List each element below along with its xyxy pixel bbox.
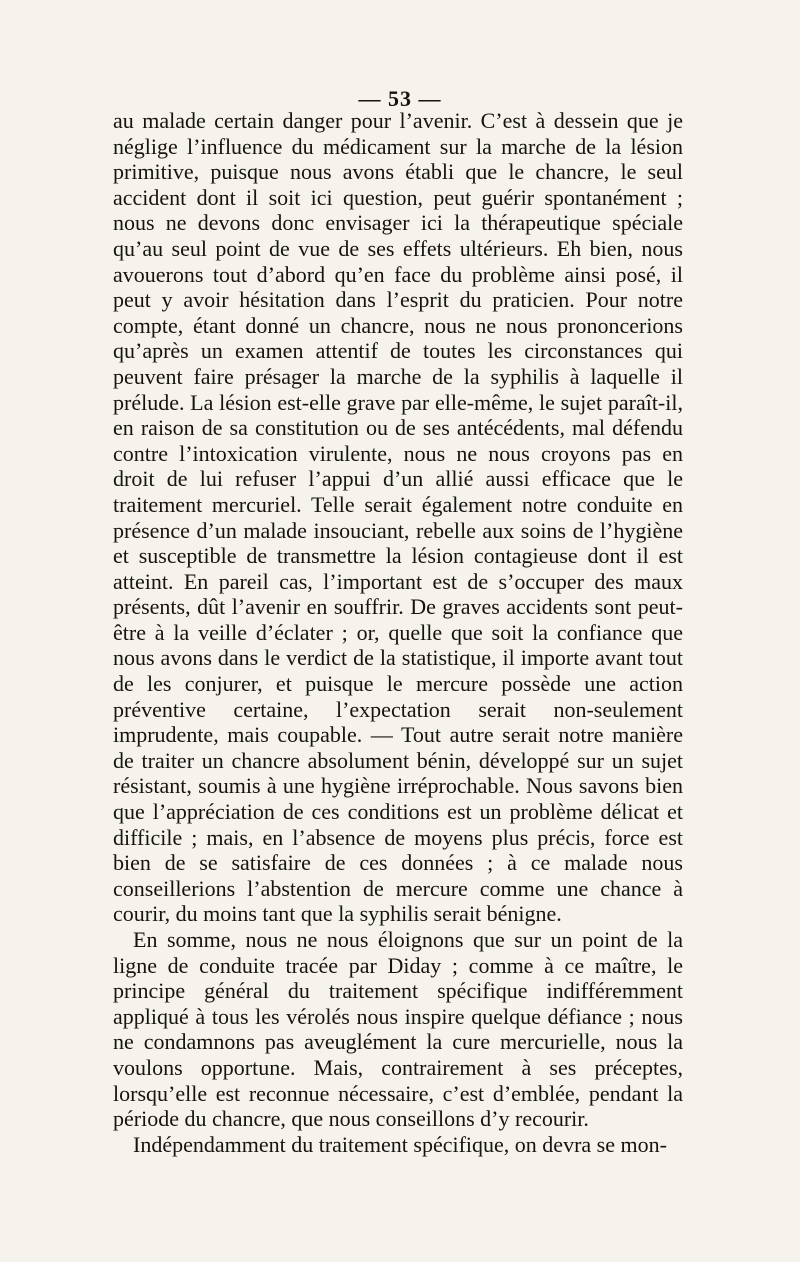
- paragraph-1: au malade certain danger pour l’avenir. C’est à dessein que je néglige l’influence du médicament sur la marche de la lésion primitive, puisque nous avons établi que le chancre, le seul accident dont il soit ici question, peut guérir spontanément ; nous ne devons donc envisager ici la thérapeutique spéciale qu’au seul point de vue de ses effets ultérieurs. Eh bien, nous avouerons tout d’abord qu’en face du problème ainsi posé, il peut y avoir hésitation dans l’esprit du praticien. Pour notre compte, étant donné un chancre, nous ne nous prononcerions qu’après un examen attentif de toutes les circonstances qui peuvent faire présager la marche de la syphilis à laquelle il prélude. La lésion est-elle grave par elle-même, le sujet paraît-il, en raison de sa constitution ou de ses antécédents, mal défendu contre l’intoxication virulente, nous ne nous croyons pas en droit de lui refuser l’appui d’un allié aussi efficace que le traitement mercuriel. Telle serait également notre conduite en présence d’un malade insouciant, rebelle aux soins de l’hygiène et susceptible de transmettre la lésion contagieuse dont il est atteint. En pareil cas, l’important est de s’occuper des maux présents, dût l’avenir en souffrir. De graves accidents sont peut-être à la veille d’éclater ; or, quelle que soit la confiance que nous avons dans le verdict de la statistique, il importe avant tout de les conjurer, et puisque le mercure possède une action préventive certaine, l’expectation serait non-seulement imprudente, mais coupable. — Tout autre serait notre manière de traiter un chancre absolument bénin, développé sur un sujet résistant, soumis à une hygiène irréprochable. Nous savons bien que l’appréciation de ces conditions est un problème délicat et difficile ; mais, en l’absence de moyens plus précis, force est bien de se satisfaire de ces données ; à ce malade nous conseillerions l’abstention de mercure comme une chance à courir, du moins tant que la syphilis serait bénigne.: [113, 108, 683, 927]
- paragraph-2: En somme, nous ne nous éloignons que sur un point de la ligne de conduite tracée par Diday ; comme à ce maître, le principe général du traitement spécifique indifféremment appliqué à tous les vérolés nous inspire quelque défiance ; nous ne condamnons pas aveuglément la cure mercurielle, nous la voulons opportune. Mais, contrairement à ses préceptes, lorsqu’elle est reconnue nécessaire, c’est d’emblée, pendant la période du chancre, que nous conseillons d’y recourir.: [113, 927, 683, 1132]
- page-number: — 53 —: [358, 86, 442, 111]
- paragraph-3: Indépendamment du traitement spécifique, on devra se mon-: [133, 1131, 667, 1157]
- body-text: [113, 108, 683, 1157]
